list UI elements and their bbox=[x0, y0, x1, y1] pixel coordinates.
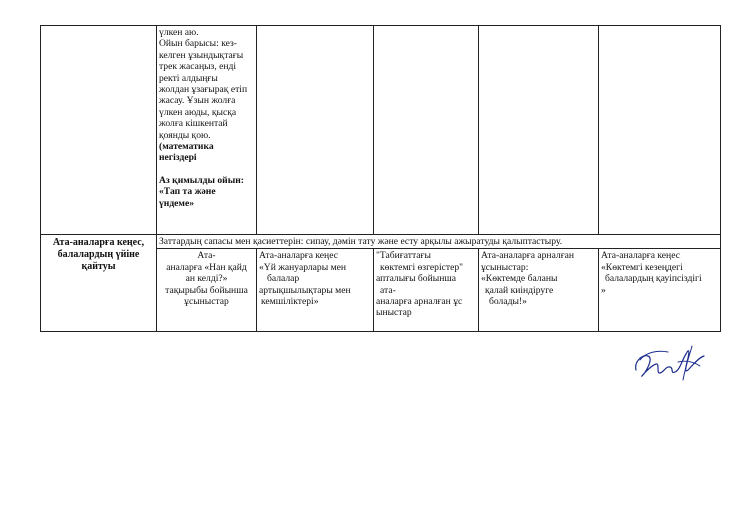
activity-line: келген ұзындықтағы bbox=[159, 49, 244, 61]
activity-line: ректі алдыңғы bbox=[159, 72, 218, 84]
game-line: «Тап та және bbox=[159, 186, 216, 198]
basis-line: (математика bbox=[159, 141, 214, 153]
activity-line: қоянды қою. bbox=[159, 129, 211, 141]
advice-cell: Ата-аналарға кеңес «Көктемгі кезеңдегі балалардың қауіпсіздігі » bbox=[599, 249, 721, 332]
goal-cell: Заттардың сапасы мен қасиеттерін: сипау, дәмін тату және есту арқылы ажыратуды қалыптастыру. bbox=[157, 235, 721, 249]
activity-line: жасау. Ұзын жолға bbox=[159, 95, 236, 107]
signature-icon bbox=[628, 340, 710, 386]
activity-cell bbox=[157, 26, 257, 235]
activity-line: жолдан ұзағырақ етіп bbox=[159, 84, 248, 96]
advice-cell: Ата-аналарға кеңес «Үй жануарлары мен балалар артықшылықтары мен кемшіліктері» bbox=[257, 249, 374, 332]
empty-cell bbox=[41, 26, 157, 235]
advice-cell: Ата- аналарға «Нан қайд ан келді?» тақырыбы бойынша ұсыныстар bbox=[157, 249, 257, 332]
activity-line: үлкен аю. bbox=[159, 27, 199, 38]
advice-cell: Ата-аналарға арналған ұсыныстар: «Көктемде баланы қалай киіндіруге болады!» bbox=[479, 249, 599, 332]
schedule-table bbox=[40, 25, 721, 332]
advice-cell: "Табиғаттағы көктемгі өзгерістер" апталығы бойынша ата- аналарға арналған ұс ыныстар bbox=[374, 249, 479, 332]
game-line: Аз қимылды ойын: bbox=[159, 174, 244, 186]
table-row bbox=[41, 26, 721, 235]
parents-row-label: Ата-аналарға кеңес, балалардың үйіне қайтуы bbox=[41, 235, 157, 332]
activity-line: үлкен аюды, қысқа bbox=[159, 106, 237, 118]
table-row bbox=[41, 235, 721, 249]
activity-line: жолға кішкентай bbox=[159, 118, 228, 130]
basis-line: негіздері bbox=[159, 152, 197, 164]
empty-cell bbox=[257, 26, 374, 235]
activity-line: Ойын барысы: кез- bbox=[159, 38, 237, 50]
empty-cell bbox=[599, 26, 721, 235]
empty-cell bbox=[479, 26, 599, 235]
empty-cell bbox=[374, 26, 479, 235]
game-line: үндеме» bbox=[159, 197, 195, 209]
activity-line: трек жасаңыз, енді bbox=[159, 61, 237, 73]
